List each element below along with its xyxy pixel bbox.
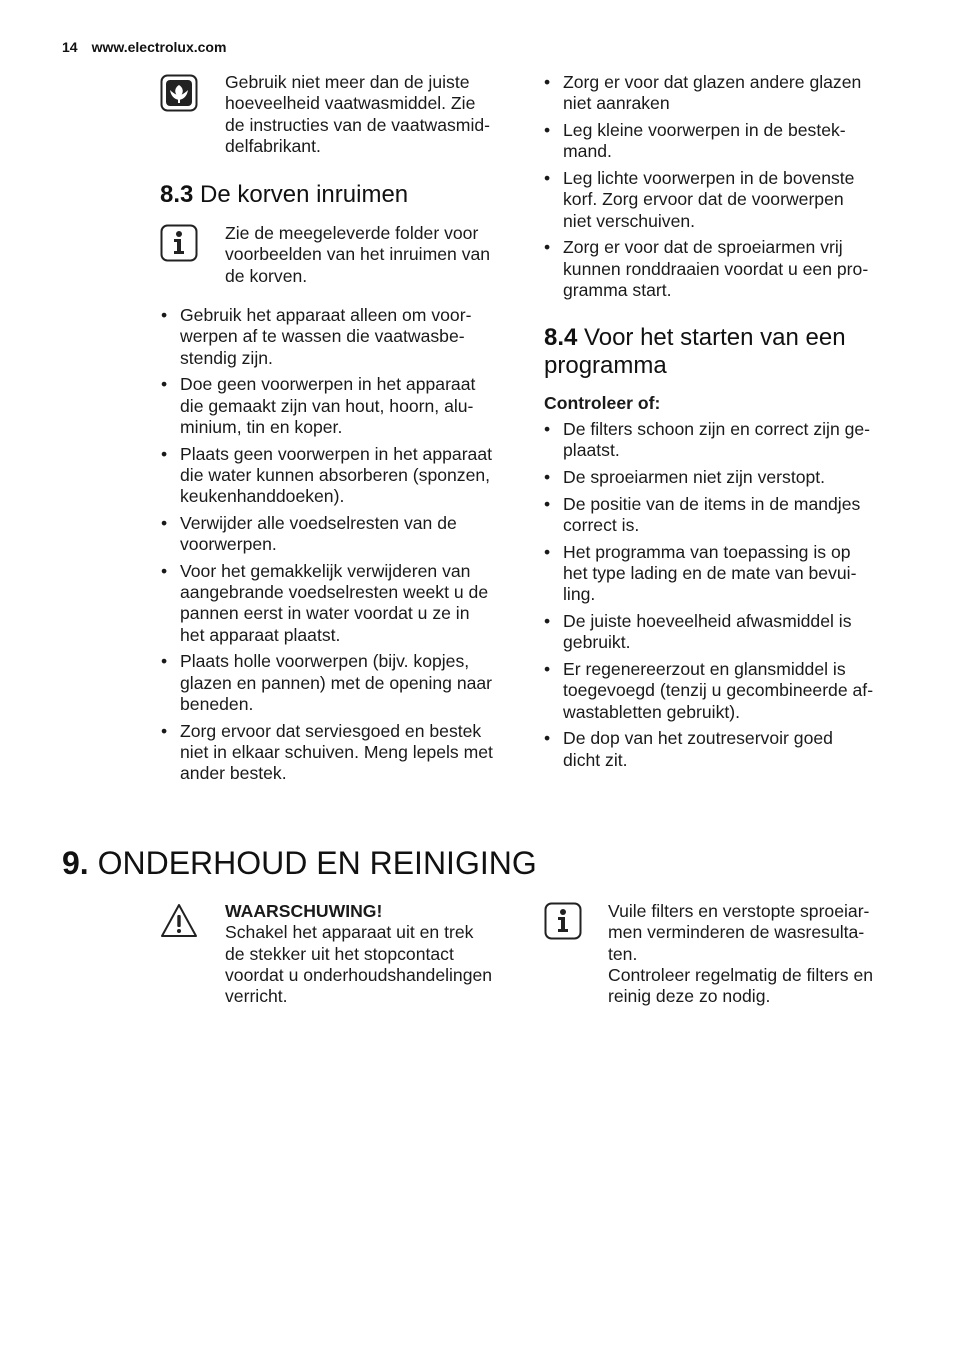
info-note-8-3: Zie de meegeleverde folder voor voorbeelden van het inruimen van de korven.	[225, 223, 491, 286]
bullet-list-8-4	[544, 419, 914, 776]
section-heading-8-4: 8.4 Voor het starten van een programma	[544, 324, 846, 379]
page-header	[62, 39, 226, 55]
list-item: • Plaats holle voorwerpen (bijv. kopjes, glazen en pannen) met de opening naar beneden.	[161, 651, 493, 714]
info-icon	[544, 902, 582, 940]
list-item: • De filters schoon zijn en correct zijn ge- plaatst.	[544, 419, 871, 461]
warning-note: WAARSCHUWING! Schakel het apparaat uit en trek de stekker uit het stopcontact voordat u onderhoudshandelingen verricht.	[225, 901, 493, 1007]
environment-icon	[160, 74, 198, 112]
chapter-heading-9: 9. ONDERHOUD EN REINIGING	[62, 845, 537, 881]
list-item: • De dop van het zoutreservoir goed dicht zit.	[544, 728, 833, 770]
section-heading-8-3: 8.3 De korven inruimen	[160, 181, 409, 208]
list-item: • Zorg ervoor dat serviesgoed en bestek niet in elkaar schuiven. Meng lepels met ander bestek.	[161, 720, 493, 784]
list-item: • Er regenereerzout en glansmiddel is toegevoegd (tenzij u gecombineerde af- wastabletten gebruikt).	[544, 658, 874, 722]
subheading-controleer: Controleer of:	[544, 393, 661, 413]
list-item: • Gebruik het apparaat alleen om voor- werpen af te wassen die vaatwasbe- stendig zijn.	[161, 305, 472, 368]
list-item: • Verwijder alle voedselresten van de voorwerpen.	[161, 512, 457, 555]
list-item: • De juiste hoeveelheid afwasmiddel is gebruikt.	[544, 610, 852, 653]
website-link[interactable]: www.electrolux.com	[91, 39, 227, 55]
info-note-9: Vuile filters en verstopte sproeiar- men verminderen de wasresulta- ten. Controleer regelmatig de filters en reinig deze zo nodig.	[608, 901, 874, 1007]
bullet-list-right-top	[544, 72, 914, 307]
list-item: • De positie van de items in de mandjes correct is.	[544, 493, 861, 535]
list-item: • Leg kleine voorwerpen in de bestek- mand.	[544, 119, 846, 162]
list-item: • Voor het gemakkelijk verwijderen van aangebrande voedselresten weekt u de pannen eerst in water voordat u ze in het apparaat plaatst.	[161, 560, 489, 645]
list-item: • Zorg er voor dat glazen andere glazen niet aanraken	[544, 72, 862, 114]
warning-triangle-icon	[160, 902, 198, 940]
list-item: • Doe geen voorwerpen in het apparaat die gemaakt zijn van hout, hoorn, alu- minium, tin en koper.	[161, 374, 476, 437]
list-item: • Zorg er voor dat de sproeiarmen vrij kunnen ronddraaien voordat u een pro- gramma start.	[544, 237, 869, 300]
info-icon	[160, 224, 198, 262]
list-item: • Plaats geen voorwerpen in het apparaat die water kunnen absorberen (sponzen, keukenhanddoeken).	[161, 443, 493, 507]
list-item: • De sproeiarmen niet zijn verstopt.	[544, 466, 826, 487]
environment-note: Gebruik niet meer dan de juiste hoeveelheid vaatwasmiddel. Zie de instructies van de vaatwasmid- delfabrikant.	[225, 72, 491, 156]
bullet-list-8-3	[161, 305, 521, 790]
page-number: 14	[62, 39, 78, 55]
list-item: • Leg lichte voorwerpen in de bovenste korf. Zorg ervoor dat de voorwerpen niet verschuiven.	[544, 167, 855, 231]
list-item: • Het programma van toepassing is op het type lading en de mate van bevui- ling.	[544, 541, 857, 605]
